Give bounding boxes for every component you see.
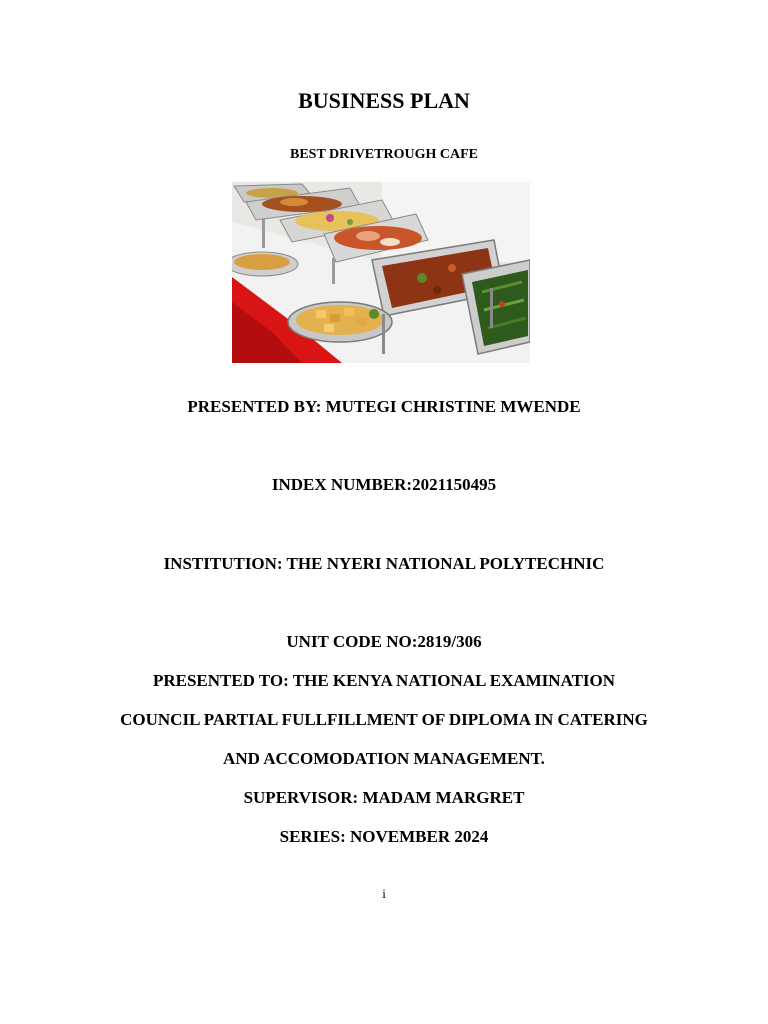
presented-to-line-2: COUNCIL PARTIAL FULLFILLMENT OF DIPLOMA IN CATERING [120, 710, 648, 729]
series: SERIES: NOVEMBER 2024 [279, 827, 489, 846]
presented-to-line-3: AND ACCOMODATION MANAGEMENT. [223, 749, 545, 768]
presented-to-line-1: PRESENTED TO: THE KENYA NATIONAL EXAMINATION [152, 671, 616, 690]
buffet-food-photo-icon [232, 182, 530, 363]
institution: INSTITUTION: THE NYERI NATIONAL POLYTECHNIC [163, 554, 605, 573]
page-number: i [382, 886, 386, 901]
index-number: INDEX NUMBER:2021150495 [271, 475, 497, 494]
document-title: BUSINESS PLAN [298, 88, 470, 113]
supervisor: SUPERVISOR: MADAM MARGRET [243, 788, 525, 807]
unit-code: UNIT CODE NO:2819/306 [286, 632, 482, 651]
document-subtitle: BEST DRIVETROUGH CAFE [289, 147, 478, 162]
presented-by: PRESENTED BY: MUTEGI CHRISTINE MWENDE [187, 397, 581, 416]
